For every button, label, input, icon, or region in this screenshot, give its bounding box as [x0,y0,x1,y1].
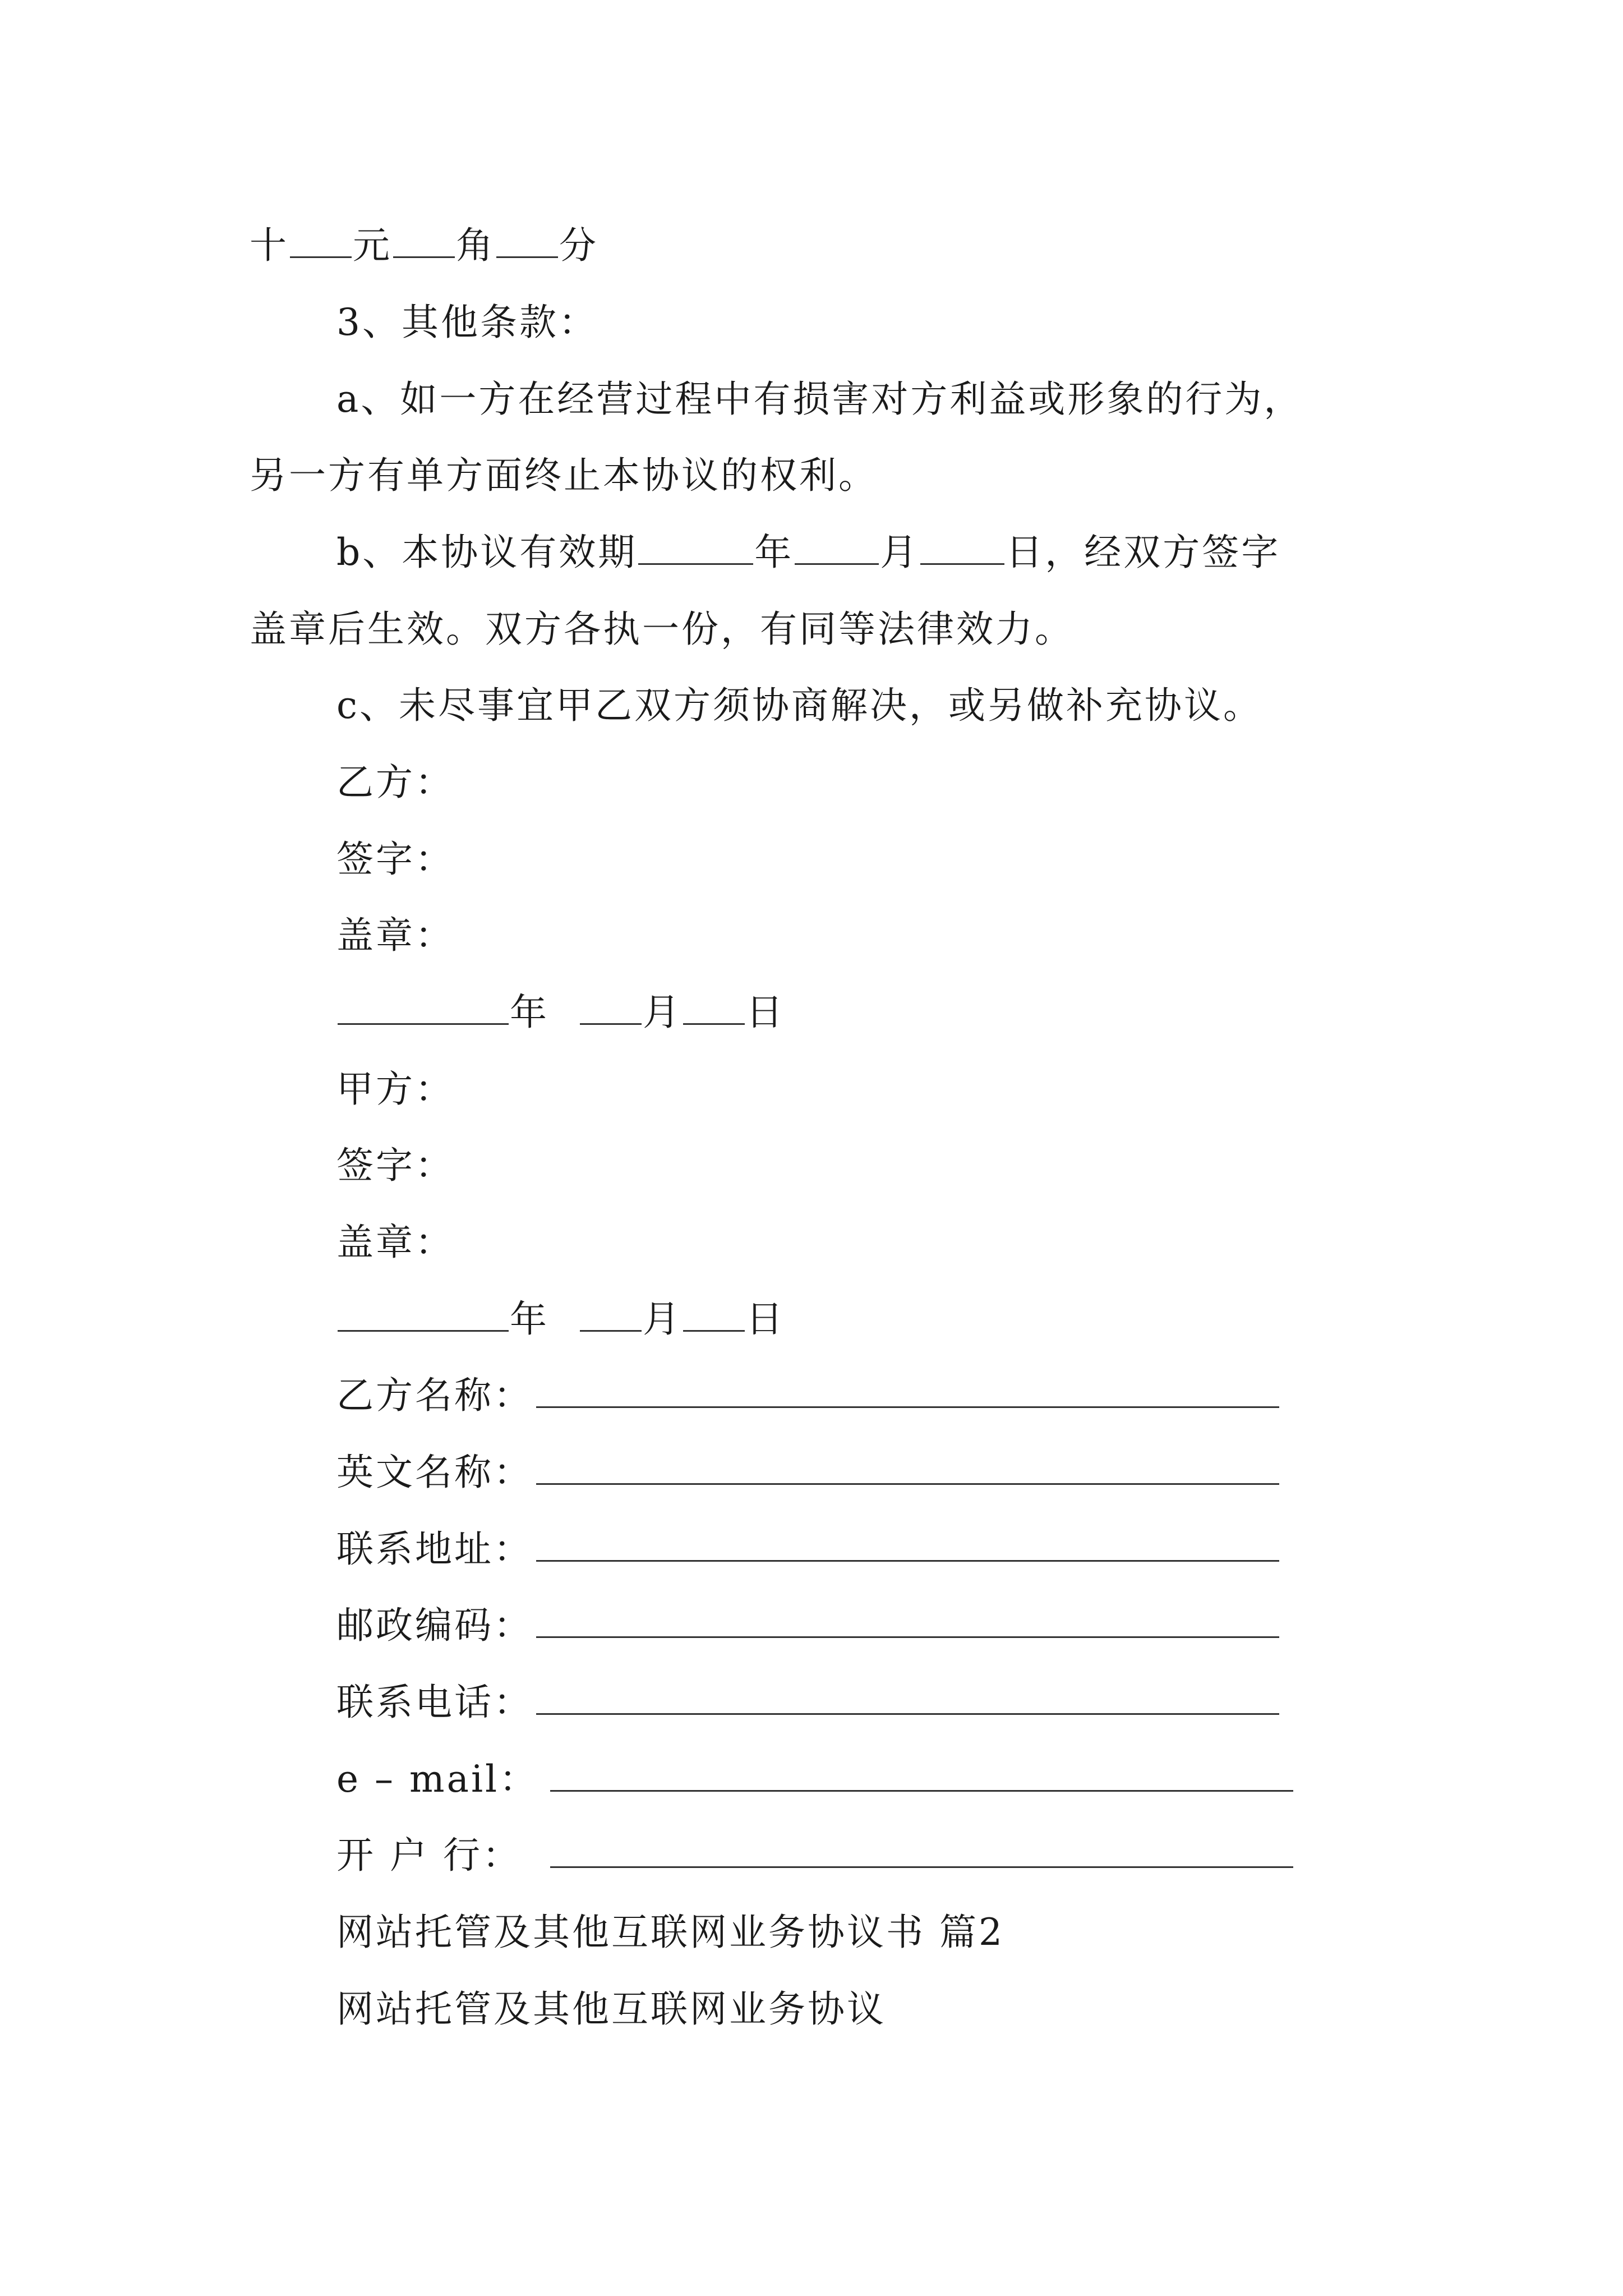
party-a-seal: 盖章： [336,1221,454,1264]
blank-party-a-year[interactable] [338,1297,509,1332]
party-a-sign: 签字： [336,1144,454,1187]
field-label: 邮政编码： [336,1604,533,1647]
amount-yuan: 元 [353,224,392,267]
amount-line [250,223,598,268]
field-row-postcode [336,1603,1279,1648]
field-label: e – mail： [336,1757,539,1801]
field-input-line[interactable] [550,1757,1293,1792]
field-input-line[interactable] [550,1834,1293,1868]
amount-ten: 十 [250,224,289,267]
blank-fen[interactable] [496,224,558,258]
term-b-day: 日，经双方签字 [1006,531,1281,574]
blank-party-b-month[interactable] [580,991,642,1025]
field-input-line[interactable] [536,1374,1279,1408]
blank-party-a-day[interactable] [683,1297,745,1332]
party-a-day: 日 [745,1297,785,1341]
term-b-line2: 盖章后生效。双方各执一份，有同等法律效力。 [250,608,1074,651]
term-b-line1 [336,530,1280,575]
field-label: 乙方名称： [336,1374,533,1417]
term-b-month: 月 [880,531,920,574]
party-b-label: 乙方： [336,761,454,804]
blank-yuan[interactable] [290,224,352,258]
amount-fen: 分 [559,224,598,267]
blank-term-month[interactable] [795,531,879,565]
field-input-line[interactable] [536,1604,1279,1638]
party-b-date [336,990,785,1035]
blank-term-year[interactable] [638,531,753,565]
field-row-english-name [336,1450,1279,1495]
term-b-year: 年 [754,531,794,574]
blank-party-b-day[interactable] [683,991,745,1025]
party-b-sign: 签字： [336,838,454,881]
field-label: 英文名称： [336,1451,533,1494]
party-a-date [336,1297,785,1342]
field-input-line[interactable] [536,1681,1279,1715]
field-input-line[interactable] [536,1451,1279,1485]
field-row-company-name [336,1373,1279,1418]
field-label: 联系电话： [336,1681,533,1724]
field-label: 联系地址： [336,1527,533,1571]
party-b-seal: 盖章： [336,914,454,957]
term-a-line2: 另一方有单方面终止本协议的权利。 [250,454,878,497]
term-c: c、未尽事宜甲乙双方须协商解决，或另做补充协议。 [336,684,1262,727]
section-title: 网站托管及其他互联网业务协议书 篇2 [336,1911,1004,1954]
party-b-month: 月 [642,991,682,1034]
term-b-prefix: b、本协议有效期 [336,531,638,574]
field-row-phone [336,1680,1279,1725]
section-subtitle: 网站托管及其他互联网业务协议 [336,1987,886,2031]
field-row-bank [336,1833,1293,1878]
field-row-email [336,1757,1293,1802]
party-b-day: 日 [745,991,785,1034]
blank-term-day[interactable] [920,531,1004,565]
blank-party-b-year[interactable] [338,991,509,1025]
party-a-label: 甲方： [336,1068,454,1111]
other-terms-title: 3、其他条款： [336,301,598,344]
blank-jiao[interactable] [393,224,455,258]
party-b-year: 年 [510,991,549,1034]
blank-party-a-month[interactable] [580,1297,642,1332]
field-row-address [336,1527,1279,1572]
field-label: 开 户 行： [336,1834,522,1877]
amount-jiao: 角 [456,224,495,267]
field-input-line[interactable] [536,1527,1279,1562]
term-a-line1: a、如一方在经营过程中有损害对方利益或形象的行为， [336,378,1303,421]
party-a-year: 年 [510,1297,549,1341]
party-a-month: 月 [642,1297,682,1341]
